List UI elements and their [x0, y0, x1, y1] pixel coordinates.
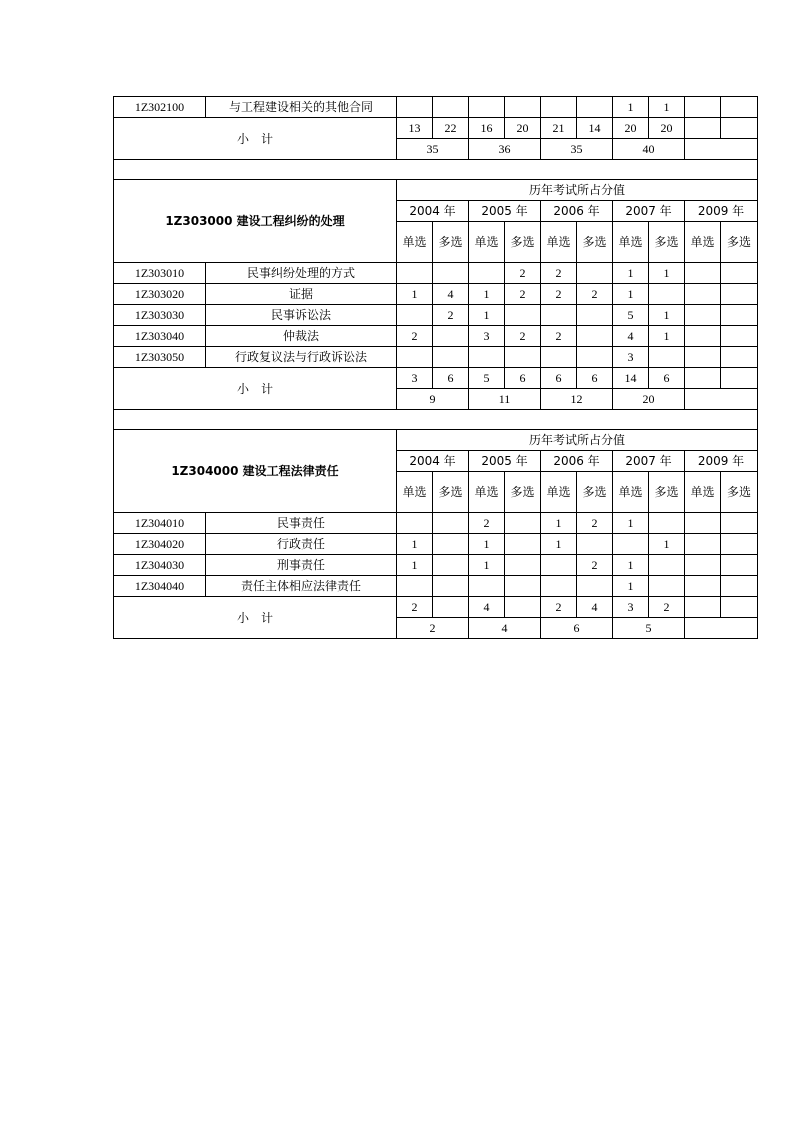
score-cell: 1	[613, 263, 649, 284]
score-cell	[577, 534, 613, 555]
item-code: 1Z303050	[114, 347, 206, 368]
score-cell: 1	[469, 305, 505, 326]
score-cell: 1	[649, 305, 685, 326]
score-cell	[685, 576, 721, 597]
score-cell	[541, 576, 577, 597]
item-name: 证据	[206, 284, 397, 305]
score-cell: 2	[397, 326, 433, 347]
score-cell	[397, 263, 433, 284]
score-cell	[685, 513, 721, 534]
score-cell	[577, 347, 613, 368]
type-single-header: 单选	[613, 222, 649, 263]
type-single-header: 单选	[469, 472, 505, 513]
score-cell: 1	[541, 513, 577, 534]
item-code: 1Z303020	[114, 284, 206, 305]
item-code: 1Z303010	[114, 263, 206, 284]
subtotal-score: 4	[469, 597, 505, 618]
type-multi-header: 多选	[721, 472, 758, 513]
type-single-header: 单选	[541, 472, 577, 513]
score-cell	[505, 513, 541, 534]
score-cell	[577, 263, 613, 284]
section-title: 1Z303000 建设工程纠纷的处理	[114, 180, 397, 263]
score-cell	[397, 576, 433, 597]
year-header: 2005 年	[469, 451, 541, 472]
table-row	[114, 347, 758, 368]
score-header: 历年考试所占分值	[397, 180, 758, 201]
subtotal-label: 小 计	[114, 597, 397, 639]
item-name: 行政复议法与行政诉讼法	[206, 347, 397, 368]
score-cell	[541, 555, 577, 576]
table-row	[114, 513, 758, 534]
subtotal-score	[721, 118, 758, 139]
score-cell	[685, 555, 721, 576]
score-cell	[397, 347, 433, 368]
subtotal-score: 3	[397, 368, 433, 389]
score-header: 历年考试所占分值	[397, 430, 758, 451]
subtotal-score: 21	[541, 118, 577, 139]
score-cell: 1	[469, 534, 505, 555]
score-cell	[433, 326, 469, 347]
score-cell	[505, 305, 541, 326]
type-multi-header: 多选	[721, 222, 758, 263]
table-row	[114, 597, 758, 618]
table-row	[114, 180, 758, 201]
subtotal-score: 20	[649, 118, 685, 139]
item-name: 民事诉讼法	[206, 305, 397, 326]
score-cell: 2	[541, 326, 577, 347]
item-name: 民事责任	[206, 513, 397, 534]
score-cell	[649, 576, 685, 597]
score-cell	[721, 555, 758, 576]
score-cell: 1	[469, 555, 505, 576]
subtotal-total: 6	[541, 618, 613, 639]
subtotal-score: 6	[505, 368, 541, 389]
year-header: 2007 年	[613, 451, 685, 472]
table-row	[114, 368, 758, 389]
year-header: 2009 年	[685, 451, 758, 472]
table-row	[114, 410, 758, 430]
subtotal-total	[685, 389, 758, 410]
score-cell	[433, 97, 469, 118]
table-row	[114, 555, 758, 576]
type-multi-header: 多选	[505, 222, 541, 263]
score-cell: 3	[613, 347, 649, 368]
year-header: 2006 年	[541, 451, 613, 472]
subtotal-total: 9	[397, 389, 469, 410]
score-cell	[685, 263, 721, 284]
score-cell: 2	[433, 305, 469, 326]
score-cell	[721, 263, 758, 284]
table-body	[114, 97, 758, 639]
table-row	[114, 284, 758, 305]
score-cell: 2	[577, 513, 613, 534]
item-code: 1Z302100	[114, 97, 206, 118]
subtotal-score: 6	[433, 368, 469, 389]
score-cell	[649, 555, 685, 576]
year-header: 2006 年	[541, 201, 613, 222]
year-header: 2007 年	[613, 201, 685, 222]
score-cell: 1	[649, 263, 685, 284]
score-cell: 2	[505, 326, 541, 347]
subtotal-score	[685, 368, 721, 389]
score-cell	[721, 305, 758, 326]
score-cell	[577, 576, 613, 597]
subtotal-label: 小 计	[114, 118, 397, 160]
subtotal-score: 2	[541, 597, 577, 618]
exam-score-table	[113, 96, 758, 639]
score-cell	[685, 326, 721, 347]
subtotal-score	[685, 597, 721, 618]
type-single-header: 单选	[397, 222, 433, 263]
subtotal-total: 5	[613, 618, 685, 639]
subtotal-total: 36	[469, 139, 541, 160]
subtotal-score: 6	[577, 368, 613, 389]
score-cell	[685, 305, 721, 326]
score-cell	[505, 347, 541, 368]
score-cell	[469, 263, 505, 284]
subtotal-score: 6	[649, 368, 685, 389]
table-row	[114, 118, 758, 139]
score-cell	[505, 555, 541, 576]
item-code: 1Z304020	[114, 534, 206, 555]
year-header: 2004 年	[397, 451, 469, 472]
score-cell	[433, 555, 469, 576]
score-cell: 1	[649, 97, 685, 118]
year-header: 2005 年	[469, 201, 541, 222]
subtotal-score: 20	[505, 118, 541, 139]
score-cell: 1	[397, 555, 433, 576]
score-cell	[685, 284, 721, 305]
score-cell: 2	[577, 555, 613, 576]
subtotal-score: 2	[649, 597, 685, 618]
score-cell	[469, 347, 505, 368]
score-cell	[433, 534, 469, 555]
section-title: 1Z304000 建设工程法律责任	[114, 430, 397, 513]
score-cell	[685, 534, 721, 555]
type-multi-header: 多选	[433, 472, 469, 513]
subtotal-score: 14	[577, 118, 613, 139]
score-cell	[397, 97, 433, 118]
type-single-header: 单选	[397, 472, 433, 513]
score-cell: 1	[469, 284, 505, 305]
subtotal-score	[721, 368, 758, 389]
table-row	[114, 576, 758, 597]
score-cell	[505, 534, 541, 555]
subtotal-total	[685, 618, 758, 639]
score-cell	[685, 347, 721, 368]
score-cell	[505, 576, 541, 597]
score-cell: 1	[649, 326, 685, 347]
item-name: 与工程建设相关的其他合同	[206, 97, 397, 118]
item-name: 刑事责任	[206, 555, 397, 576]
score-cell: 2	[505, 284, 541, 305]
score-cell	[541, 305, 577, 326]
type-single-header: 单选	[469, 222, 505, 263]
score-cell	[541, 97, 577, 118]
score-cell: 1	[649, 534, 685, 555]
table-row	[114, 97, 758, 118]
subtotal-score: 4	[577, 597, 613, 618]
score-cell	[433, 576, 469, 597]
score-cell	[541, 347, 577, 368]
subtotal-score	[505, 597, 541, 618]
score-cell: 4	[613, 326, 649, 347]
item-code: 1Z303040	[114, 326, 206, 347]
score-cell	[721, 347, 758, 368]
score-cell	[397, 513, 433, 534]
score-cell	[649, 513, 685, 534]
score-cell	[685, 97, 721, 118]
year-header: 2009 年	[685, 201, 758, 222]
subtotal-score: 22	[433, 118, 469, 139]
subtotal-label: 小 计	[114, 368, 397, 410]
subtotal-score: 14	[613, 368, 649, 389]
spacer-row	[114, 410, 758, 430]
subtotal-score: 6	[541, 368, 577, 389]
score-cell: 1	[613, 97, 649, 118]
type-single-header: 单选	[613, 472, 649, 513]
score-cell: 2	[505, 263, 541, 284]
spacer-row	[114, 160, 758, 180]
subtotal-total: 35	[541, 139, 613, 160]
item-code: 1Z303030	[114, 305, 206, 326]
table-row	[114, 326, 758, 347]
table-row	[114, 160, 758, 180]
type-single-header: 单选	[541, 222, 577, 263]
subtotal-score	[433, 597, 469, 618]
subtotal-total: 4	[469, 618, 541, 639]
item-code: 1Z304030	[114, 555, 206, 576]
score-cell: 1	[613, 284, 649, 305]
table-row	[114, 534, 758, 555]
year-header: 2004 年	[397, 201, 469, 222]
subtotal-score: 13	[397, 118, 433, 139]
score-cell	[613, 534, 649, 555]
score-cell	[721, 97, 758, 118]
subtotal-total: 11	[469, 389, 541, 410]
score-cell: 1	[397, 534, 433, 555]
subtotal-total	[685, 139, 758, 160]
score-cell: 4	[433, 284, 469, 305]
score-cell: 2	[469, 513, 505, 534]
subtotal-score	[685, 118, 721, 139]
score-cell: 5	[613, 305, 649, 326]
score-cell	[721, 513, 758, 534]
subtotal-total: 2	[397, 618, 469, 639]
score-cell	[577, 305, 613, 326]
type-multi-header: 多选	[649, 222, 685, 263]
item-name: 行政责任	[206, 534, 397, 555]
score-cell	[469, 97, 505, 118]
score-cell	[649, 347, 685, 368]
subtotal-score: 3	[613, 597, 649, 618]
score-cell	[721, 576, 758, 597]
subtotal-total: 40	[613, 139, 685, 160]
table-row	[114, 430, 758, 451]
table-row	[114, 263, 758, 284]
subtotal-score: 2	[397, 597, 433, 618]
score-cell: 1	[613, 576, 649, 597]
score-cell: 3	[469, 326, 505, 347]
subtotal-score: 16	[469, 118, 505, 139]
type-multi-header: 多选	[505, 472, 541, 513]
score-cell	[721, 326, 758, 347]
score-cell	[721, 284, 758, 305]
subtotal-score: 5	[469, 368, 505, 389]
score-cell: 2	[577, 284, 613, 305]
score-cell: 2	[541, 284, 577, 305]
type-multi-header: 多选	[433, 222, 469, 263]
score-cell	[469, 576, 505, 597]
type-multi-header: 多选	[577, 222, 613, 263]
subtotal-total: 12	[541, 389, 613, 410]
item-code: 1Z304040	[114, 576, 206, 597]
type-multi-header: 多选	[577, 472, 613, 513]
item-name: 责任主体相应法律责任	[206, 576, 397, 597]
type-single-header: 单选	[685, 222, 721, 263]
table-row	[114, 305, 758, 326]
score-cell	[433, 263, 469, 284]
score-cell	[433, 513, 469, 534]
score-cell	[505, 97, 541, 118]
score-cell	[577, 97, 613, 118]
item-name: 仲裁法	[206, 326, 397, 347]
subtotal-total: 35	[397, 139, 469, 160]
score-cell	[721, 534, 758, 555]
type-multi-header: 多选	[649, 472, 685, 513]
score-cell: 1	[541, 534, 577, 555]
type-single-header: 单选	[685, 472, 721, 513]
score-cell: 1	[397, 284, 433, 305]
score-cell: 1	[613, 513, 649, 534]
item-code: 1Z304010	[114, 513, 206, 534]
score-cell	[433, 347, 469, 368]
score-cell	[397, 305, 433, 326]
score-cell	[649, 284, 685, 305]
subtotal-total: 20	[613, 389, 685, 410]
subtotal-score	[721, 597, 758, 618]
score-cell: 2	[541, 263, 577, 284]
item-name: 民事纠纷处理的方式	[206, 263, 397, 284]
score-cell	[577, 326, 613, 347]
score-cell: 1	[613, 555, 649, 576]
subtotal-score: 20	[613, 118, 649, 139]
